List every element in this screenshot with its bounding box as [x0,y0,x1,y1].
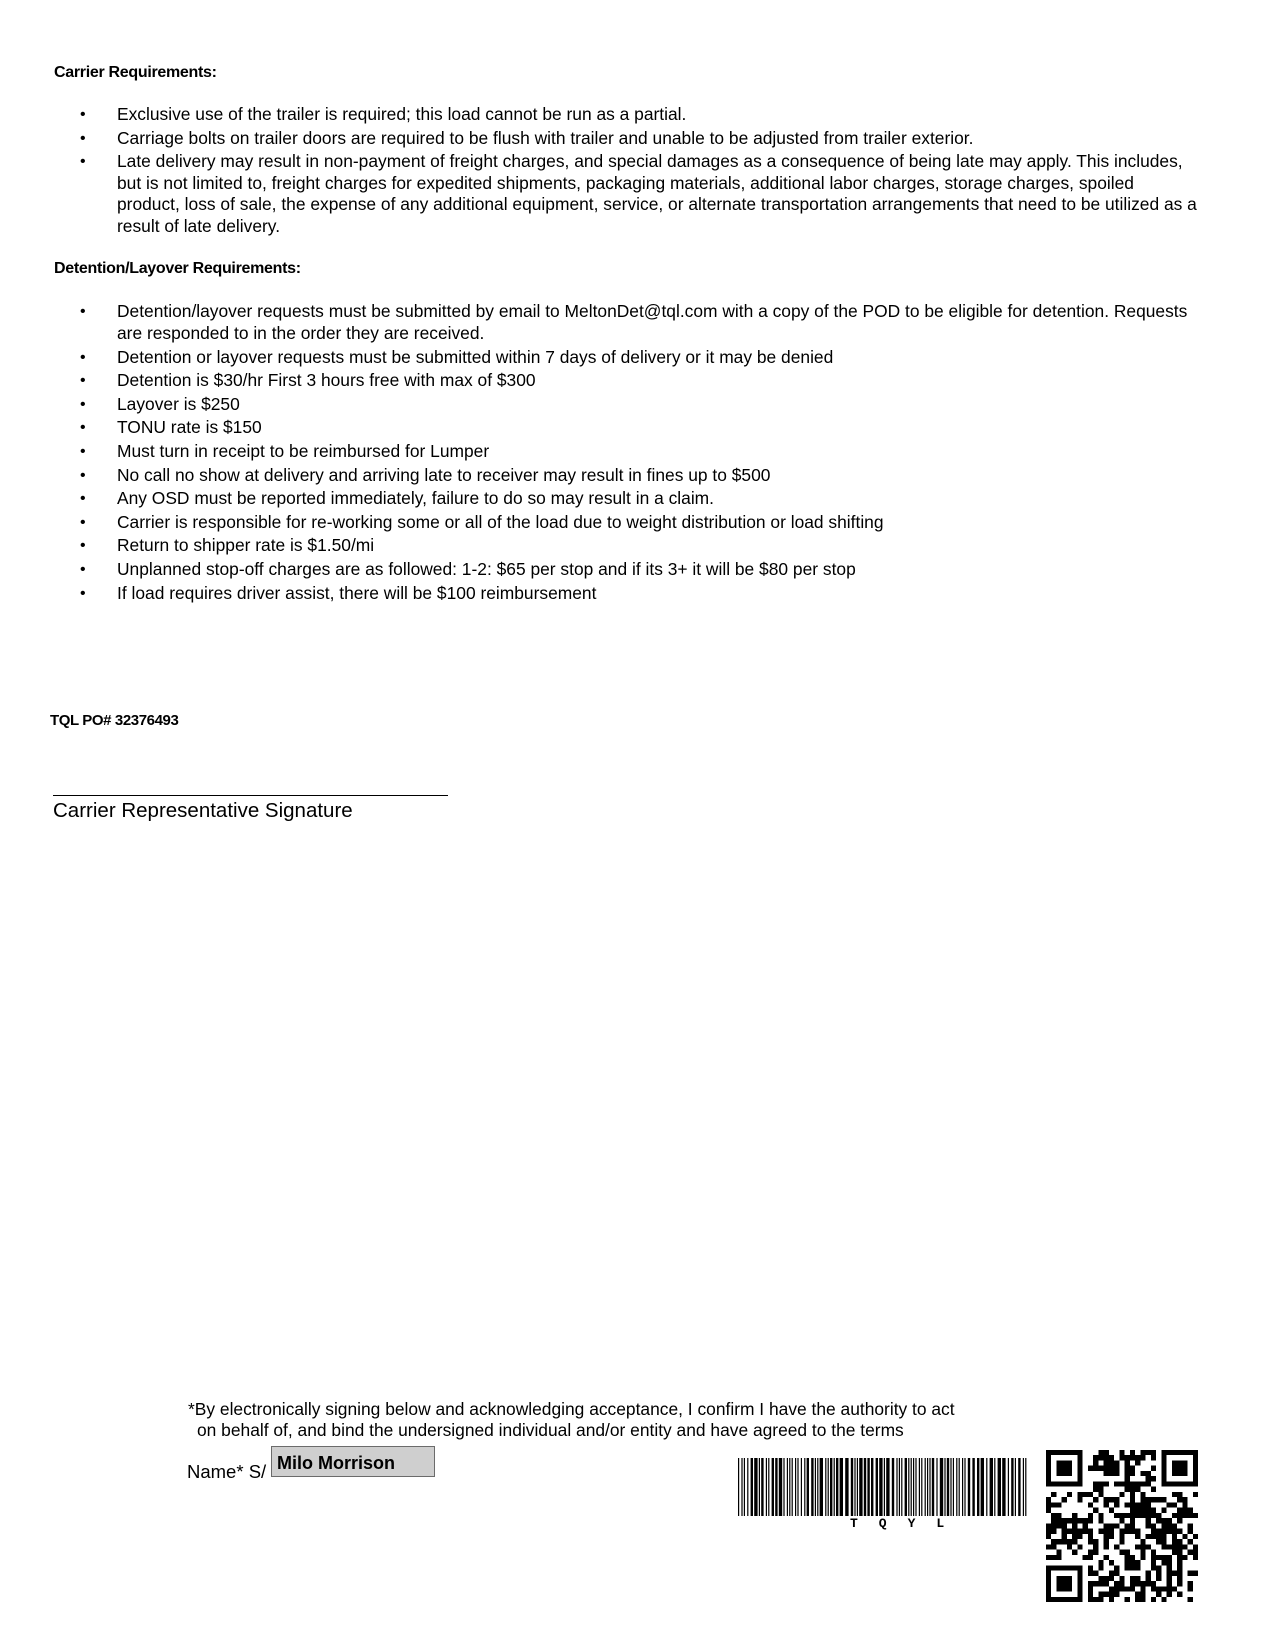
acknowledgment-line-2: on behalf of, and bind the undersigned individual and/or entity and have agreed to the terms [197,1420,904,1440]
list-item: • Late delivery may result in non-payment of freight charges, and special damages as a consequence of being late may apply. This includes, but is not limited to, freight charges for expedited shipments, packaging materials, additional labor charges, storage charges, spoiled product, loss of sale, the expense of any additional equipment, service, or alternate transportation arrangements that need to be utilized as a result of late delivery. [80,151,1200,237]
qr-code-icon [1046,1450,1198,1602]
list-item: • Carrier is responsible for re-working some or all of the load due to weight distribution or load shifting [80,512,1200,533]
signature-caption: Carrier Representative Signature [53,799,353,822]
list-item: • Detention or layover requests must be submitted within 7 days of delivery or it may be denied [80,347,1200,368]
list-item: • Exclusive use of the trailer is required; this load cannot be run as a partial. [80,104,1200,125]
list-item: • Must turn in receipt to be reimbursed for Lumper [80,441,1200,462]
list-item: • Layover is $250 [80,394,1200,415]
name-label: Name* S/ [187,1461,267,1482]
list-item: • Detention/layover requests must be submitted by email to MeltonDet@tql.com with a copy of the POD to be eligible for detention. Requests are responded to in the order they are received. [80,301,1200,344]
signature-line [53,795,448,796]
list-item: • Detention is $30/hr First 3 hours free with max of $300 [80,370,1200,391]
carrier-requirements-list [80,104,1200,240]
barcode-text: TQYL [850,1516,966,1531]
detention-requirements-list [80,301,1200,606]
acknowledgment-line-1: *By electronically signing below and acknowledging acceptance, I confirm I have the authority to act [188,1399,955,1419]
carrier-requirements-heading: Carrier Requirements: [54,64,217,81]
list-item: • Return to shipper rate is $1.50/mi [80,535,1200,556]
barcode-icon [738,1458,1028,1516]
acknowledgment-text [188,1399,1068,1441]
po-number: TQL PO# 32376493 [50,712,179,729]
detention-requirements-heading: Detention/Layover Requirements: [54,260,301,277]
list-item: • Unplanned stop-off charges are as followed: 1-2: $65 per stop and if its 3+ it will be $80 per stop [80,559,1200,580]
list-item: • Any OSD must be reported immediately, failure to do so may result in a claim. [80,488,1200,509]
list-item: • TONU rate is $150 [80,417,1200,438]
list-item: • If load requires driver assist, there will be $100 reimbursement [80,583,1200,604]
name-field[interactable]: Milo Morrison [271,1446,435,1477]
list-item: • No call no show at delivery and arriving late to receiver may result in fines up to $500 [80,465,1200,486]
list-item: • Carriage bolts on trailer doors are required to be flush with trailer and unable to be adjusted from trailer exterior. [80,128,1200,149]
